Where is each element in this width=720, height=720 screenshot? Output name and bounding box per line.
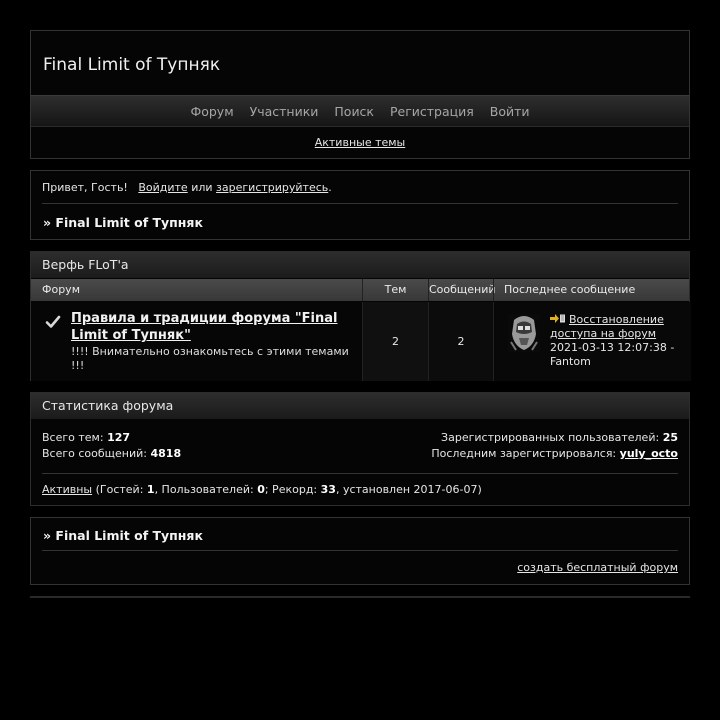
registered-users — [441, 431, 678, 444]
total-topics-value: 127 — [107, 431, 131, 444]
total-posts-label: Всего сообщений: — [42, 447, 147, 460]
users-label: , Пользователей: — [154, 483, 254, 496]
record-value: 33 — [320, 483, 336, 496]
avatar[interactable] — [508, 314, 540, 352]
total-topics-label: Всего тем: — [42, 431, 104, 444]
checkmark-icon — [45, 314, 61, 330]
nav-forum[interactable]: Форум — [190, 104, 234, 119]
column-posts: Сообщений — [428, 279, 493, 301]
record-label: ; Рекорд: — [264, 483, 318, 496]
registered-users-value: 25 — [662, 431, 678, 444]
footer-breadcrumb[interactable]: » Final Limit of Тупняк — [43, 528, 203, 543]
register-link[interactable]: зарегистрируйтесь — [216, 181, 329, 194]
last-post-datetime: 2021-03-13 12:07:38 — [550, 341, 667, 354]
greeting-line — [42, 181, 332, 194]
category-panel — [30, 251, 690, 381]
topics-count: 2 — [362, 302, 428, 381]
greeting-dot: . — [328, 181, 332, 194]
welcome-panel — [30, 170, 690, 240]
bottom-divider — [30, 596, 690, 598]
last-registered-user-link[interactable]: yuly_octo — [619, 447, 678, 460]
divider — [42, 550, 678, 551]
table-header — [31, 279, 689, 301]
greeting-text: Привет, Гость! — [42, 181, 128, 194]
main-nav — [31, 95, 689, 127]
online-line — [42, 483, 482, 496]
nav-search[interactable]: Поиск — [334, 104, 374, 119]
forum-info-cell — [31, 302, 362, 381]
total-posts — [42, 447, 181, 460]
nav-register[interactable]: Регистрация — [389, 104, 474, 119]
forum-title-link[interactable]: Правила и традиции форума "Final Limit of Тупняк" — [71, 311, 338, 343]
category-title[interactable]: Верфь FLoT'a — [31, 252, 689, 278]
users-value: 0 — [257, 483, 265, 496]
goto-post-icon[interactable] — [550, 314, 566, 323]
registered-users-label: Зарегистрированных пользователей: — [441, 431, 660, 444]
column-topics: Тем — [362, 279, 428, 301]
guests-label: (Гостей: — [95, 483, 144, 496]
forum-title[interactable]: Final Limit of Тупняк — [43, 55, 221, 75]
forum-description: !!!! Внимательно ознакомьтесь с этими темами !!! — [71, 345, 349, 372]
online-users-link[interactable]: Активны — [42, 483, 93, 496]
last-post-link[interactable]: Восстановление доступа на форум — [550, 313, 664, 340]
total-posts-value: 4818 — [150, 447, 182, 460]
divider — [42, 203, 678, 204]
record-date: , установлен 2017-06-07) — [335, 483, 482, 496]
nav-members[interactable]: Участники — [249, 104, 319, 119]
last-registered-label: Последним зарегистрировался: — [431, 447, 617, 460]
column-last-post: Последнее сообщение — [493, 279, 691, 301]
footer-panel — [30, 517, 690, 585]
last-registered — [431, 447, 678, 460]
last-post-separator: - — [666, 341, 675, 354]
create-forum-link[interactable]: создать бесплатный форум — [517, 561, 678, 574]
breadcrumb[interactable]: » Final Limit of Тупняк — [43, 215, 203, 230]
or-text: или — [191, 181, 213, 194]
guests-value: 1 — [146, 483, 155, 496]
divider — [42, 473, 678, 474]
posts-count: 2 — [428, 302, 493, 381]
stats-panel — [30, 392, 690, 506]
last-post-cell — [493, 302, 691, 381]
column-forum: Форум — [42, 283, 80, 296]
login-link[interactable]: Войдите — [138, 181, 188, 194]
last-post-info — [550, 313, 690, 369]
forum-row — [31, 302, 689, 381]
total-topics — [42, 431, 130, 444]
stats-title: Статистика форума — [31, 393, 689, 419]
active-topics-link[interactable]: Активные темы — [314, 136, 406, 149]
sub-nav — [31, 128, 689, 159]
last-post-author: Fantom — [550, 355, 591, 368]
nav-login[interactable]: Войти — [489, 104, 530, 119]
forum-header — [30, 30, 690, 159]
